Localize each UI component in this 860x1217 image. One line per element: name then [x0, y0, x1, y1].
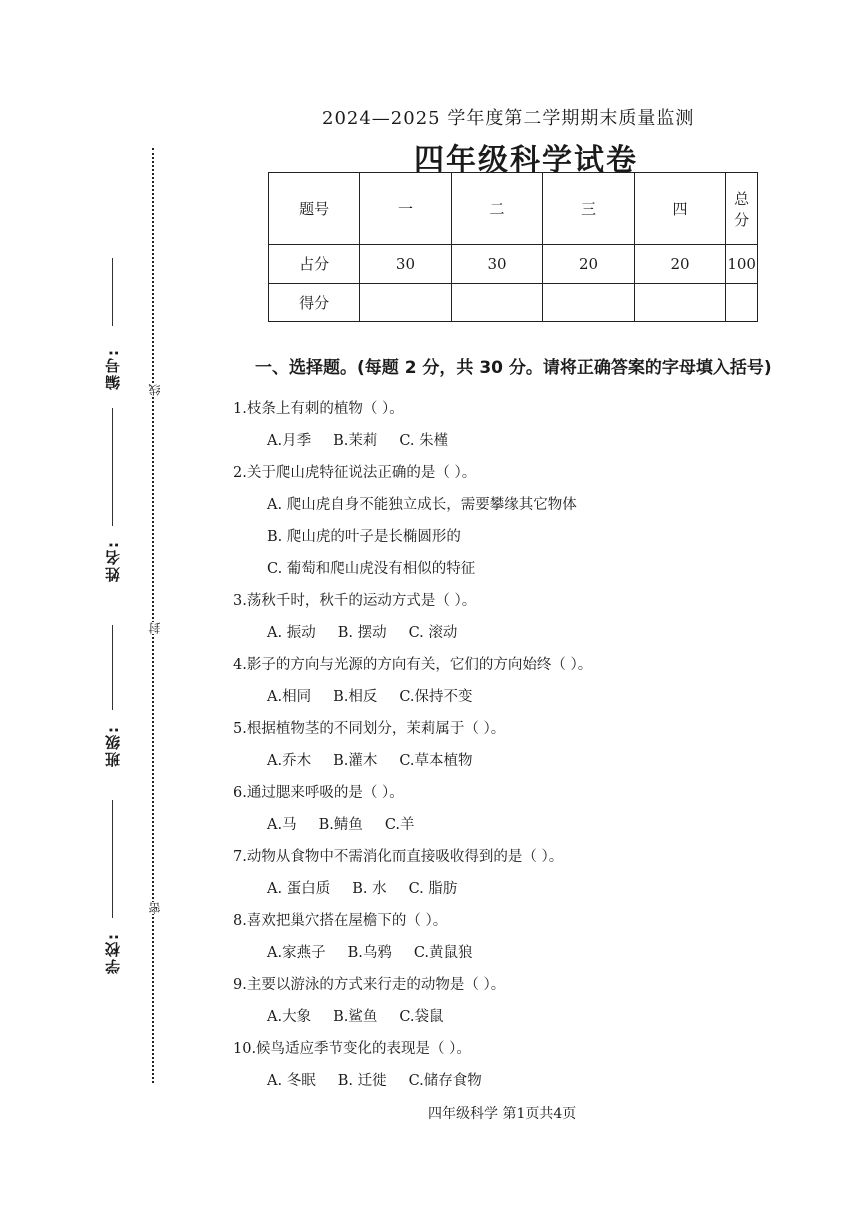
- question-stem: 3.荡秋千时，秋千的运动方式是（ ）。: [233, 593, 477, 609]
- score-table-points-row: [269, 245, 758, 283]
- question-stem: 1.枝条上有刺的植物（ ）。: [233, 401, 404, 417]
- question-option: A.马: [267, 817, 297, 833]
- score-entry-cell[interactable]: [360, 283, 452, 321]
- score-entry-cell[interactable]: [726, 283, 758, 321]
- question-options-row: [233, 809, 833, 841]
- score-cell: 30: [451, 245, 543, 283]
- question-option: C. 葡萄和爬山虎没有相似的特征: [267, 561, 476, 577]
- seal-dotted-line: [152, 148, 154, 1083]
- question-option: A. 蛋白质: [267, 881, 331, 897]
- question-option: C.储存食物: [408, 1073, 482, 1089]
- score-table-score-row: [269, 283, 758, 321]
- question-options-row: [233, 873, 833, 905]
- question-options-row: [233, 1001, 833, 1033]
- question-option: B.相反: [333, 689, 378, 705]
- field-number-label: 编号:: [104, 348, 122, 390]
- score-cell: 100: [726, 245, 758, 283]
- exam-title: 四年级科学试卷: [414, 143, 638, 178]
- question-option: B. 摆动: [337, 625, 387, 641]
- question-options-row: [233, 681, 833, 713]
- score-table: [268, 172, 758, 322]
- question-stem: 4.影子的方向与光源的方向有关，它们的方向始终（ ）。: [233, 657, 593, 673]
- field-line-name: [112, 408, 113, 526]
- page-footer: 四年级科学 第1页共4页: [428, 1106, 577, 1122]
- question-stem: 7.动物从食物中不需消化而直接吸收得到的是（ ）。: [233, 849, 564, 865]
- question-option: A. 冬眠: [267, 1073, 316, 1089]
- score-cell: 四: [634, 173, 726, 245]
- question-option: C. 脂肪: [408, 881, 458, 897]
- question-option: A.月季: [267, 433, 312, 449]
- question-options-row: [233, 937, 833, 969]
- score-cell: 二: [451, 173, 543, 245]
- seal-char-line: 线: [148, 384, 162, 396]
- question-option: B.灌木: [333, 753, 378, 769]
- field-line-school: [112, 800, 113, 918]
- question-stem: 8.喜欢把巢穴搭在屋檐下的（ ）。: [233, 913, 448, 929]
- score-cell: 总分: [726, 173, 758, 245]
- question-option: A.相同: [267, 689, 312, 705]
- question-option: A.家燕子: [267, 945, 326, 961]
- score-cell: 一: [360, 173, 452, 245]
- question-option: C. 朱槿: [399, 433, 449, 449]
- question-option: C.黄鼠狼: [413, 945, 473, 961]
- question-option: A. 爬山虎自身不能独立成长，需要攀缘其它物体: [267, 497, 577, 513]
- score-cell: 占分: [269, 245, 360, 283]
- score-entry-cell[interactable]: [451, 283, 543, 321]
- question-options-row: [233, 617, 833, 649]
- section-heading: 一、选择题。(每题 2 分，共 30 分。请将正确答案的字母填入括号): [255, 358, 772, 378]
- question-option: B. 迁徙: [337, 1073, 387, 1089]
- field-school-label: 学校:: [104, 932, 122, 974]
- question-stem: 10.候鸟适应季节变化的表现是（ ）。: [233, 1041, 471, 1057]
- question-option: C. 滚动: [408, 625, 458, 641]
- question-list: [233, 393, 833, 1097]
- question-stem: 5.根据植物茎的不同划分，茉莉属于（ ）。: [233, 721, 506, 737]
- score-cell: 题号: [269, 173, 360, 245]
- field-line-number: [112, 258, 113, 326]
- score-cell: 20: [543, 245, 635, 283]
- question-stem: 6.通过腮来呼吸的是（ ）。: [233, 785, 404, 801]
- question-option: A. 振动: [267, 625, 316, 641]
- field-name-label: 姓名:: [104, 540, 122, 582]
- score-entry-cell[interactable]: [634, 283, 726, 321]
- question-option: A.大象: [267, 1009, 312, 1025]
- question-option: B.鲨鱼: [333, 1009, 378, 1025]
- question-stem: 2.关于爬山虎特征说法正确的是（ ）。: [233, 465, 477, 481]
- question-options-row: [233, 1065, 833, 1097]
- field-class-label: 班级:: [104, 725, 122, 767]
- question-option: B. 爬山虎的叶子是长椭圆形的: [267, 529, 461, 545]
- seal-char-seal: 封: [148, 622, 162, 634]
- score-cell: 得分: [269, 283, 360, 321]
- score-cell: 30: [360, 245, 452, 283]
- score-cell: 三: [543, 173, 635, 245]
- score-cell: 20: [634, 245, 726, 283]
- field-line-class: [112, 625, 113, 710]
- question-option: C.保持不变: [399, 689, 473, 705]
- binding-margin: [0, 0, 200, 1217]
- score-table-header-row: [269, 173, 758, 245]
- question-option: B. 水: [352, 881, 387, 897]
- question-option: B.乌鸦: [347, 945, 392, 961]
- exam-subtitle: 2024—2025 学年度第二学期期末质量监测: [322, 108, 695, 129]
- question-option: C.袋鼠: [399, 1009, 444, 1025]
- question-options-row: [233, 745, 833, 777]
- question-option: C.草本植物: [399, 753, 473, 769]
- question-option: B.茉莉: [333, 433, 378, 449]
- question-option: C.羊: [384, 817, 415, 833]
- question-option: A.乔木: [267, 753, 312, 769]
- question-option: B.鲭鱼: [318, 817, 363, 833]
- question-stem: 9.主要以游泳的方式来行走的动物是（ ）。: [233, 977, 506, 993]
- seal-char-secret: 密: [148, 902, 162, 914]
- score-entry-cell[interactable]: [543, 283, 635, 321]
- question-options-row: [233, 425, 833, 457]
